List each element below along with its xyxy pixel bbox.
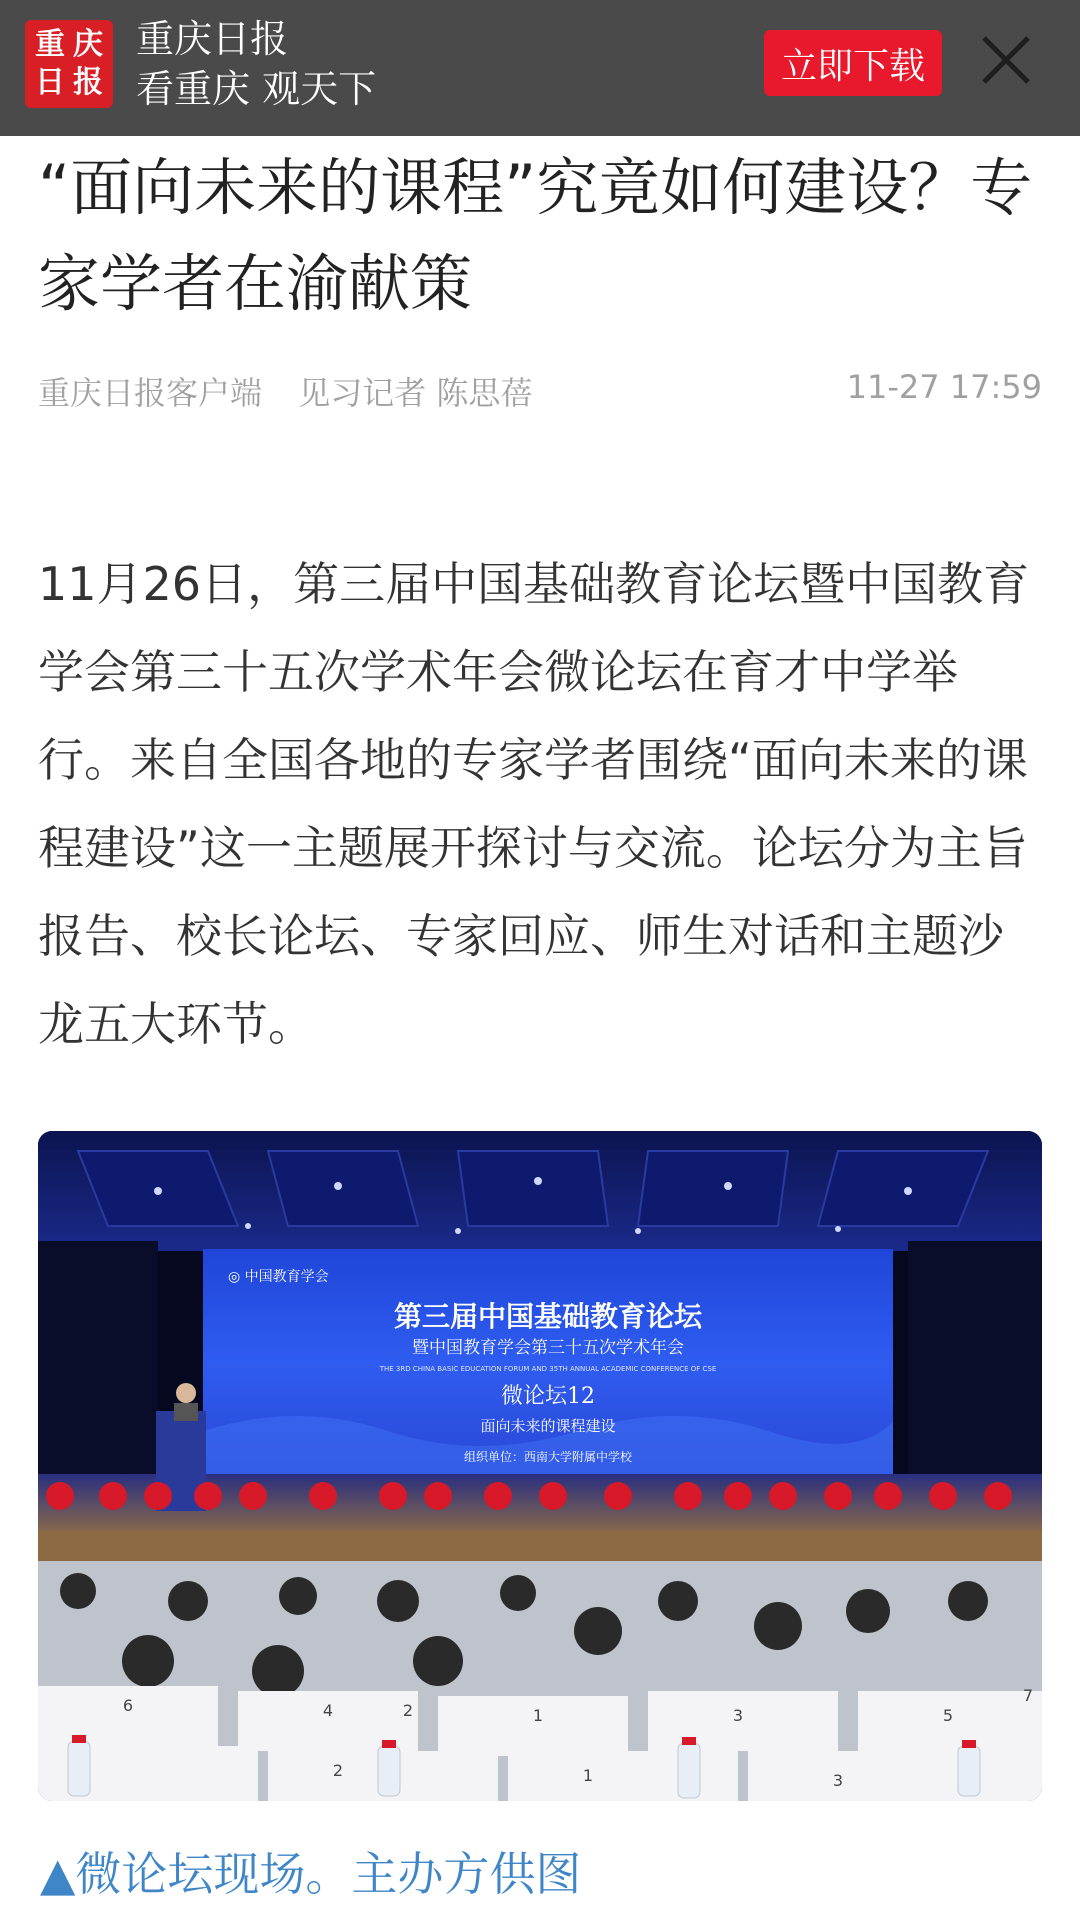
logo-char: 庆	[73, 27, 103, 62]
article-body: 11月26日，第三届中国基础教育论坛暨中国教育学会第三十五次学术年会微论坛在育才中学举行。来自全国各地的专家学者围绕“面向未来的课程建设”这一主题展开探讨与交流。论坛分为主旨报告、校长论坛、专家回应、师生对话和主题沙龙五大环节。	[38, 557, 1030, 1051]
screen-subtitle: 暨中国教育学会第三十五次学术年会	[412, 1338, 684, 1358]
app-download-banner	[0, 0, 1080, 136]
screen-title: 第三届中国基础教育论坛	[393, 1300, 703, 1333]
screen-forum: 微论坛12	[501, 1384, 595, 1409]
seat-number: 6	[122, 1696, 134, 1715]
app-info	[136, 14, 376, 114]
seat-number: 3	[832, 1771, 844, 1790]
screen-theme: 面向未来的课程建设	[480, 1417, 616, 1435]
download-button[interactable]: 立即下载	[764, 30, 942, 96]
article-source[interactable]: 重庆日报客户端	[38, 374, 263, 412]
app-slogan: 看重庆 观天下	[136, 67, 377, 111]
logo-char: 报	[73, 65, 103, 100]
article-timestamp: 11-27 17:59	[846, 368, 1042, 406]
close-icon[interactable]	[978, 32, 1034, 88]
article-title: “面向未来的课程”究竟如何建设？专家学者在渝献策	[38, 151, 1033, 320]
seat-number: 2	[332, 1761, 344, 1780]
seat-number: 4	[322, 1701, 334, 1720]
seat-number: 3	[732, 1706, 744, 1725]
article-photo[interactable]	[38, 1131, 1042, 1801]
photo-caption: ▲微论坛现场。主办方供图	[40, 1847, 582, 1901]
screen-logo: ◎ 中国教育学会	[228, 1269, 329, 1285]
app-name: 重庆日报	[136, 17, 289, 61]
seat-number: 1	[532, 1706, 544, 1725]
logo-char: 日	[35, 65, 65, 100]
screen-english: THE 3RD CHINA BASIC EDUCATION FORUM AND 35TH ANNUAL ACADEMIC CONFERENCE OF CSE	[379, 1365, 717, 1373]
seat-number: 2	[402, 1701, 414, 1720]
logo-char: 重	[35, 27, 65, 62]
seat-number: 7	[1022, 1686, 1034, 1705]
seat-number: 5	[942, 1706, 954, 1725]
app-logo[interactable]	[25, 20, 113, 108]
article-author: 见习记者 陈思蓓	[298, 374, 533, 412]
seat-number: 1	[582, 1766, 594, 1785]
screen-organizer: 组织单位：西南大学附属中学校	[463, 1450, 633, 1464]
article-meta	[38, 368, 1042, 414]
